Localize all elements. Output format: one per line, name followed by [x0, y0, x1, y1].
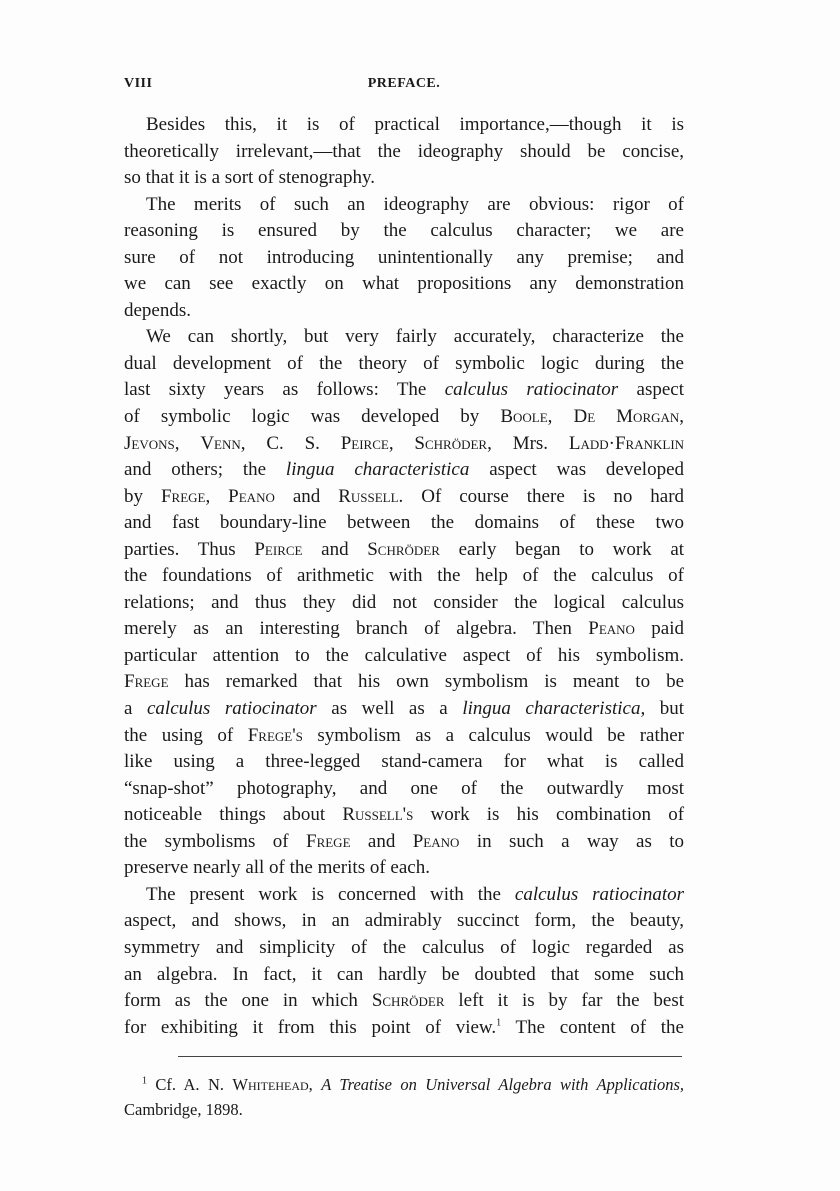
footnote-title: A Treatise on Universal Algebra with Applications, — [321, 1075, 685, 1094]
text-line — [124, 696, 684, 723]
name-russell: Russell's — [342, 804, 414, 826]
text-line: “snap-shot” photography, and one of the outwardly most — [124, 777, 684, 799]
text-line — [124, 377, 684, 404]
name-peirce: Peirce — [254, 538, 303, 560]
text-run: the using of — [124, 724, 234, 746]
text-run: by — [124, 485, 143, 507]
text-run: work is his combination of — [430, 804, 685, 826]
italic-term: calculus ratiocinator — [514, 883, 685, 905]
text-run: aspect was developed — [489, 459, 685, 481]
text-line: symmetry and simplicity of the calculus of logic regarded as — [124, 936, 684, 958]
text-run: form as the one in which — [124, 990, 358, 1012]
footnote-line: Cambridge, 1898. — [124, 1100, 243, 1119]
text-line: sure of not introducing unintentionally any premise; and — [124, 246, 684, 268]
text-run: paid — [651, 618, 685, 640]
text-run: of symbolic logic was developed by — [124, 406, 480, 428]
text-line — [124, 404, 684, 431]
name-boole: Boole, — [500, 406, 553, 428]
page-number: VIII — [124, 76, 153, 91]
text-line: so that it is a sort of stenography. — [124, 167, 376, 189]
text-line — [124, 669, 684, 696]
text-line: an algebra. In fact, it can hardly be doubted that some such — [124, 963, 684, 985]
text-line — [124, 829, 684, 856]
text-line — [124, 457, 684, 484]
name-russell: Russell. — [338, 485, 404, 507]
text-line: the foundations of arithmetic with the help of the calculus of — [124, 565, 684, 587]
text-run: symbolism as a calculus would be rather — [317, 724, 684, 746]
text-run: as well as a — [331, 698, 448, 720]
name-frege: Frege's — [247, 724, 303, 746]
running-title: PREFACE. — [367, 76, 441, 91]
text-run: early began to work at — [458, 538, 685, 560]
text-run: in such a way as to — [476, 830, 685, 852]
text-line: We can shortly, but very fairly accurately, characterize the — [146, 326, 684, 348]
text-run: parties. Thus — [124, 538, 236, 560]
text-line — [124, 1015, 684, 1042]
footnote-reference[interactable]: 1 — [496, 1017, 502, 1029]
text-line: we can see exactly on what propositions any demonstration — [124, 273, 684, 295]
text-line: reasoning is ensured by the calculus character; we are — [124, 220, 684, 242]
text-line — [124, 484, 684, 511]
text-run: and others; the — [124, 459, 267, 481]
name-peano: Peano — [412, 830, 460, 852]
text-line: particular attention to the calculative aspect of his symbolism. — [124, 644, 684, 666]
footnote-author: Whitehead, — [232, 1075, 313, 1094]
main-text — [124, 112, 684, 1041]
footnote-marker: 1 — [142, 1075, 147, 1087]
name-frege: Frege — [124, 671, 169, 693]
italic-term: calculus ratiocinator — [147, 698, 317, 720]
text-line — [124, 616, 684, 643]
text-run: noticeable things about — [124, 804, 326, 826]
text-run: Of course there is no hard — [421, 485, 685, 507]
text-run: left it is by far the best — [458, 990, 685, 1012]
text-line: The merits of such an ideography are obvious: rigor of — [146, 193, 684, 215]
footnote — [124, 1072, 684, 1122]
footnote-divider — [178, 1056, 682, 1057]
text-line — [124, 882, 684, 909]
text-run: Mrs. — [512, 432, 549, 454]
text-line — [124, 537, 684, 564]
text-run: The content of the — [515, 1016, 684, 1038]
name-frege: Frege — [306, 830, 351, 852]
text-line — [124, 723, 684, 750]
name-cs-peirce: C. S. Peirce, — [266, 432, 394, 454]
text-run: merely as an interesting branch of algebra. Then — [124, 618, 572, 640]
name-schroder: Schröder, — [414, 432, 492, 454]
name-peano: Peano — [588, 618, 635, 640]
text-line: like using a three-legged stand-camera for what is called — [124, 751, 684, 773]
footnote-cf: Cf. A. N. — [155, 1075, 225, 1094]
text-run: but — [659, 698, 685, 720]
text-line: theoretically irrelevant,—that the ideography should be concise, — [124, 140, 684, 162]
footnote-line — [124, 1072, 684, 1097]
text-run: and — [292, 485, 321, 507]
text-line: aspect, and shows, in an admirably succinct form, the beauty, — [124, 910, 684, 932]
text-run: a — [124, 698, 133, 720]
text-run: for exhibiting it from this point of view. — [124, 1016, 497, 1038]
italic-term: lingua characteristica — [285, 459, 470, 481]
name-frege: Frege, — [160, 485, 211, 507]
text-run: last sixty years as follows: The — [124, 379, 427, 401]
name-peano: Peano — [228, 485, 275, 507]
text-run: The present work is concerned with the — [146, 883, 501, 905]
text-run: and — [367, 830, 396, 852]
text-line — [124, 802, 684, 829]
text-run: aspect — [636, 379, 684, 401]
text-line: Besides this, it is of practical importance,—though it is — [146, 114, 684, 135]
name-schroder: Schröder — [367, 538, 440, 560]
italic-term: calculus ratiocinator — [444, 379, 619, 401]
italic-term: lingua characteristica, — [462, 698, 646, 720]
running-header — [124, 76, 684, 102]
name-jevons: Jevons, — [124, 432, 180, 454]
text-run: and — [321, 538, 349, 560]
text-line: and fast boundary-line between the domains of these two — [124, 512, 684, 534]
name-venn: Venn, — [200, 432, 246, 454]
text-run: the symbolisms of — [124, 830, 289, 852]
text-line: dual development of the theory of symbolic logic during the — [124, 352, 684, 374]
name-ladd-franklin: Ladd·Franklin — [568, 432, 685, 454]
text-line — [124, 988, 684, 1015]
text-line: relations; and thus they did not consider the logical calculus — [124, 591, 684, 613]
text-line — [124, 431, 684, 458]
text-line: depends. — [124, 299, 192, 321]
text-line: preserve nearly all of the merits of each. — [124, 857, 430, 879]
text-run: has remarked that his own symbolism is meant to be — [184, 671, 685, 693]
name-de-morgan: De Morgan, — [573, 406, 685, 428]
name-schroder: Schröder — [371, 990, 445, 1012]
